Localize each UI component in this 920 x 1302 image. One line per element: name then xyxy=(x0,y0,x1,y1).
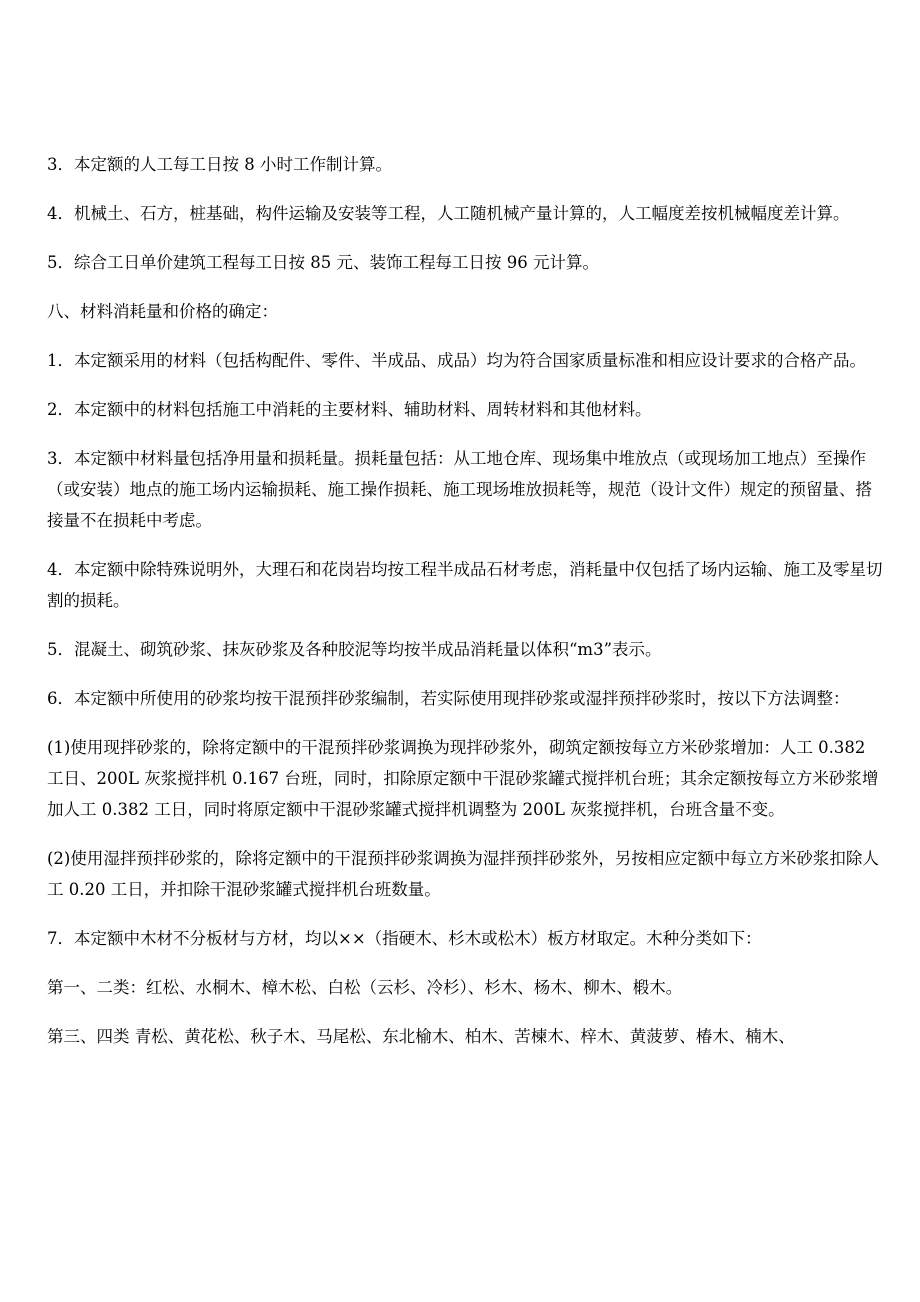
paragraph-site-mixed-mortar: (1)使用现拌砂浆的，除将定额中的干混预拌砂浆调换为现拌砂浆外，砌筑定额按每立方米砂浆增加：人工 0.382 工日、200L 灰浆搅拌机 0.167 台班，同时，扣除原定额中干混砂浆罐式搅拌机台班；其余定额按每立方米砂浆增加人工 0.382 工日，同时将原定额中干混砂浆罐式搅拌机调整为 200L 灰浆搅拌机，台班含量不变。 xyxy=(47,738,879,819)
paragraph-material-loss: 3．本定额中材料量包括净用量和损耗量。损耗量包括：从工地仓库、现场集中堆放点（或现场加工地点）至操作（或安装）地点的施工场内运输损耗、施工操作损耗、施工现场堆放损耗等，规范（设计文件）规定的预留量、搭接量不在损耗中考虑。 xyxy=(47,449,872,530)
paragraph-volume-units: 5．混凝土、砌筑砂浆、抹灰砂浆及各种胶泥等均按半成品消耗量以体积“m3”表示。 xyxy=(47,640,662,659)
paragraph-mortar-adjustment: 6．本定额中所使用的砂浆均按干混预拌砂浆编制，若实际使用现拌砂浆或湿拌预拌砂浆时，按以下方法调整： xyxy=(47,689,850,708)
document-body xyxy=(47,149,883,1070)
section-heading-materials: 八、材料消耗量和价格的确定： xyxy=(47,302,278,321)
paragraph-machinery-labor: 4．机械土、石方，桩基础，构件运输及安装等工程，人工随机械产量计算的，人工幅度差按机械幅度差计算。 xyxy=(47,204,850,223)
paragraph-material-types: 2．本定额中的材料包括施工中消耗的主要材料、辅助材料、周转材料和其他材料。 xyxy=(47,400,652,419)
paragraph-wood-class-3-4: 第三、四类 青松、黄花松、秋子木、马尾松、东北榆木、柏木、苦楝木、梓木、黄菠萝、椿木、楠木、 xyxy=(47,1027,795,1046)
paragraph-stone-materials: 4．本定额中除特殊说明外，大理石和花岗岩均按工程半成品石材考虑，消耗量中仅包括了场内运输、施工及零星切割的损耗。 xyxy=(47,560,883,610)
paragraph-labor-hours: 3．本定额的人工每工日按 8 小时工作制计算。 xyxy=(47,155,392,174)
paragraph-material-quality: 1．本定额采用的材料（包括构配件、零件、半成品、成品）均为符合国家质量标准和相应设计要求的合格产品。 xyxy=(47,351,866,370)
paragraph-timber: 7．本定额中木材不分板材与方材，均以××（指硬木、杉木或松木）板方材取定。木种分类如下： xyxy=(47,929,762,948)
paragraph-wet-mixed-mortar: (2)使用湿拌预拌砂浆的，除将定额中的干混预拌砂浆调换为湿拌预拌砂浆外，另按相应定额中每立方米砂浆扣除人工 0.20 工日，并扣除干混砂浆罐式搅拌机台班数量。 xyxy=(47,849,879,899)
paragraph-wood-class-1-2: 第一、二类：红松、水桐木、樟木松、白松（云杉、冷杉）、杉木、杨木、柳木、椴木。 xyxy=(47,978,683,997)
paragraph-daily-wage: 5．综合工日单价建筑工程每工日按 85 元、装饰工程每工日按 96 元计算。 xyxy=(47,253,599,272)
